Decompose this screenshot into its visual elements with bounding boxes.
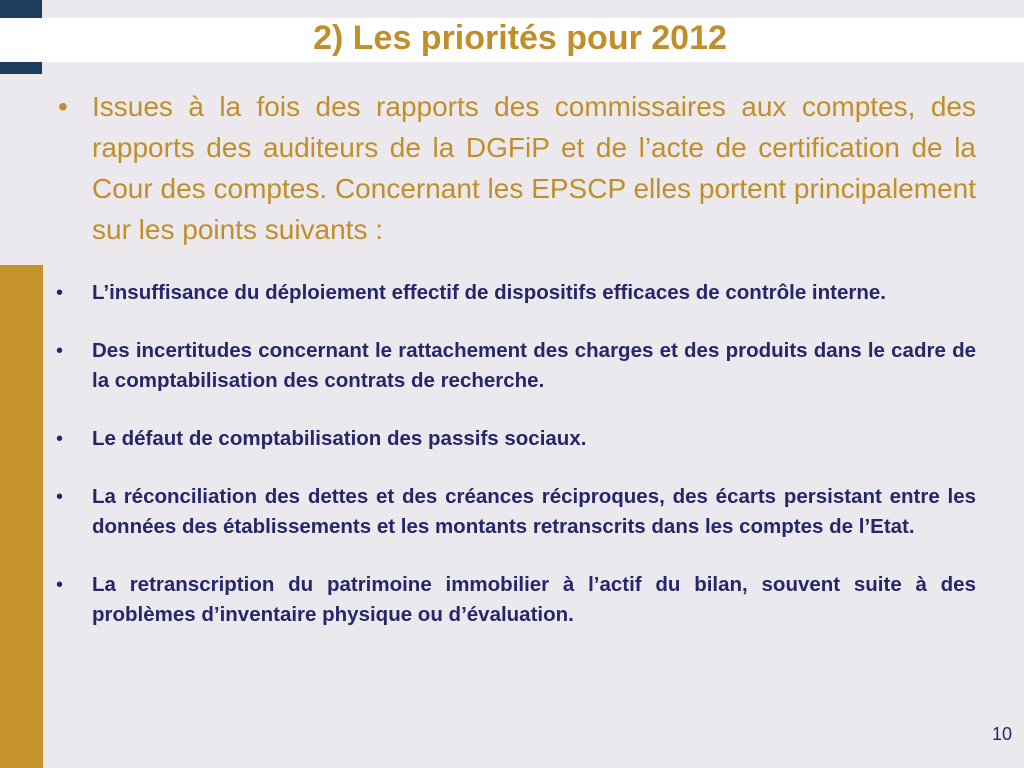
slide-content	[56, 86, 976, 658]
list-item-text: L’insuffisance du déploiement effectif de dispositifs efficaces de contrôle interne.	[92, 281, 886, 304]
bullet-icon: •	[58, 91, 68, 122]
page-number: 10	[991, 724, 1012, 744]
list-item-text: La retranscription du patrimoine immobilier à l’actif du bilan, souvent suite à des problèmes d’inventaire physique ou d’évaluation.	[92, 573, 976, 626]
list-item	[56, 278, 976, 308]
list-item	[56, 570, 976, 630]
slide-title: 2) Les priorités pour 2012	[313, 19, 727, 57]
intro-text: Issues à la fois des rapports des commissaires aux comptes, des rapports des auditeurs de la DGFiP et de l’acte de certification de la Cour des comptes. Concernant les EPSCP elles portent principalement sur les points suivants :	[92, 91, 976, 245]
list-item	[56, 424, 976, 454]
gold-side-bar	[0, 265, 43, 768]
priority-list	[56, 278, 976, 630]
bullet-icon: •	[56, 574, 64, 596]
list-item	[56, 336, 976, 396]
bullet-icon: •	[56, 282, 64, 304]
list-item-text: La réconciliation des dettes et des créances réciproques, des écarts persistant entre les données des établissements et les montants retranscrits dans les comptes de l’Etat.	[92, 485, 976, 538]
list-item-text: Le défaut de comptabilisation des passifs sociaux.	[92, 427, 587, 450]
bullet-icon: •	[56, 340, 64, 362]
navy-accent-bottom	[0, 62, 42, 74]
bullet-icon: •	[56, 428, 64, 450]
intro-paragraph	[56, 86, 976, 250]
list-item-text: Des incertitudes concernant le rattachement des charges et des produits dans le cadre de la comptabilisation des contrats de recherche.	[92, 339, 976, 392]
bullet-icon: •	[56, 486, 64, 508]
list-item	[56, 482, 976, 542]
